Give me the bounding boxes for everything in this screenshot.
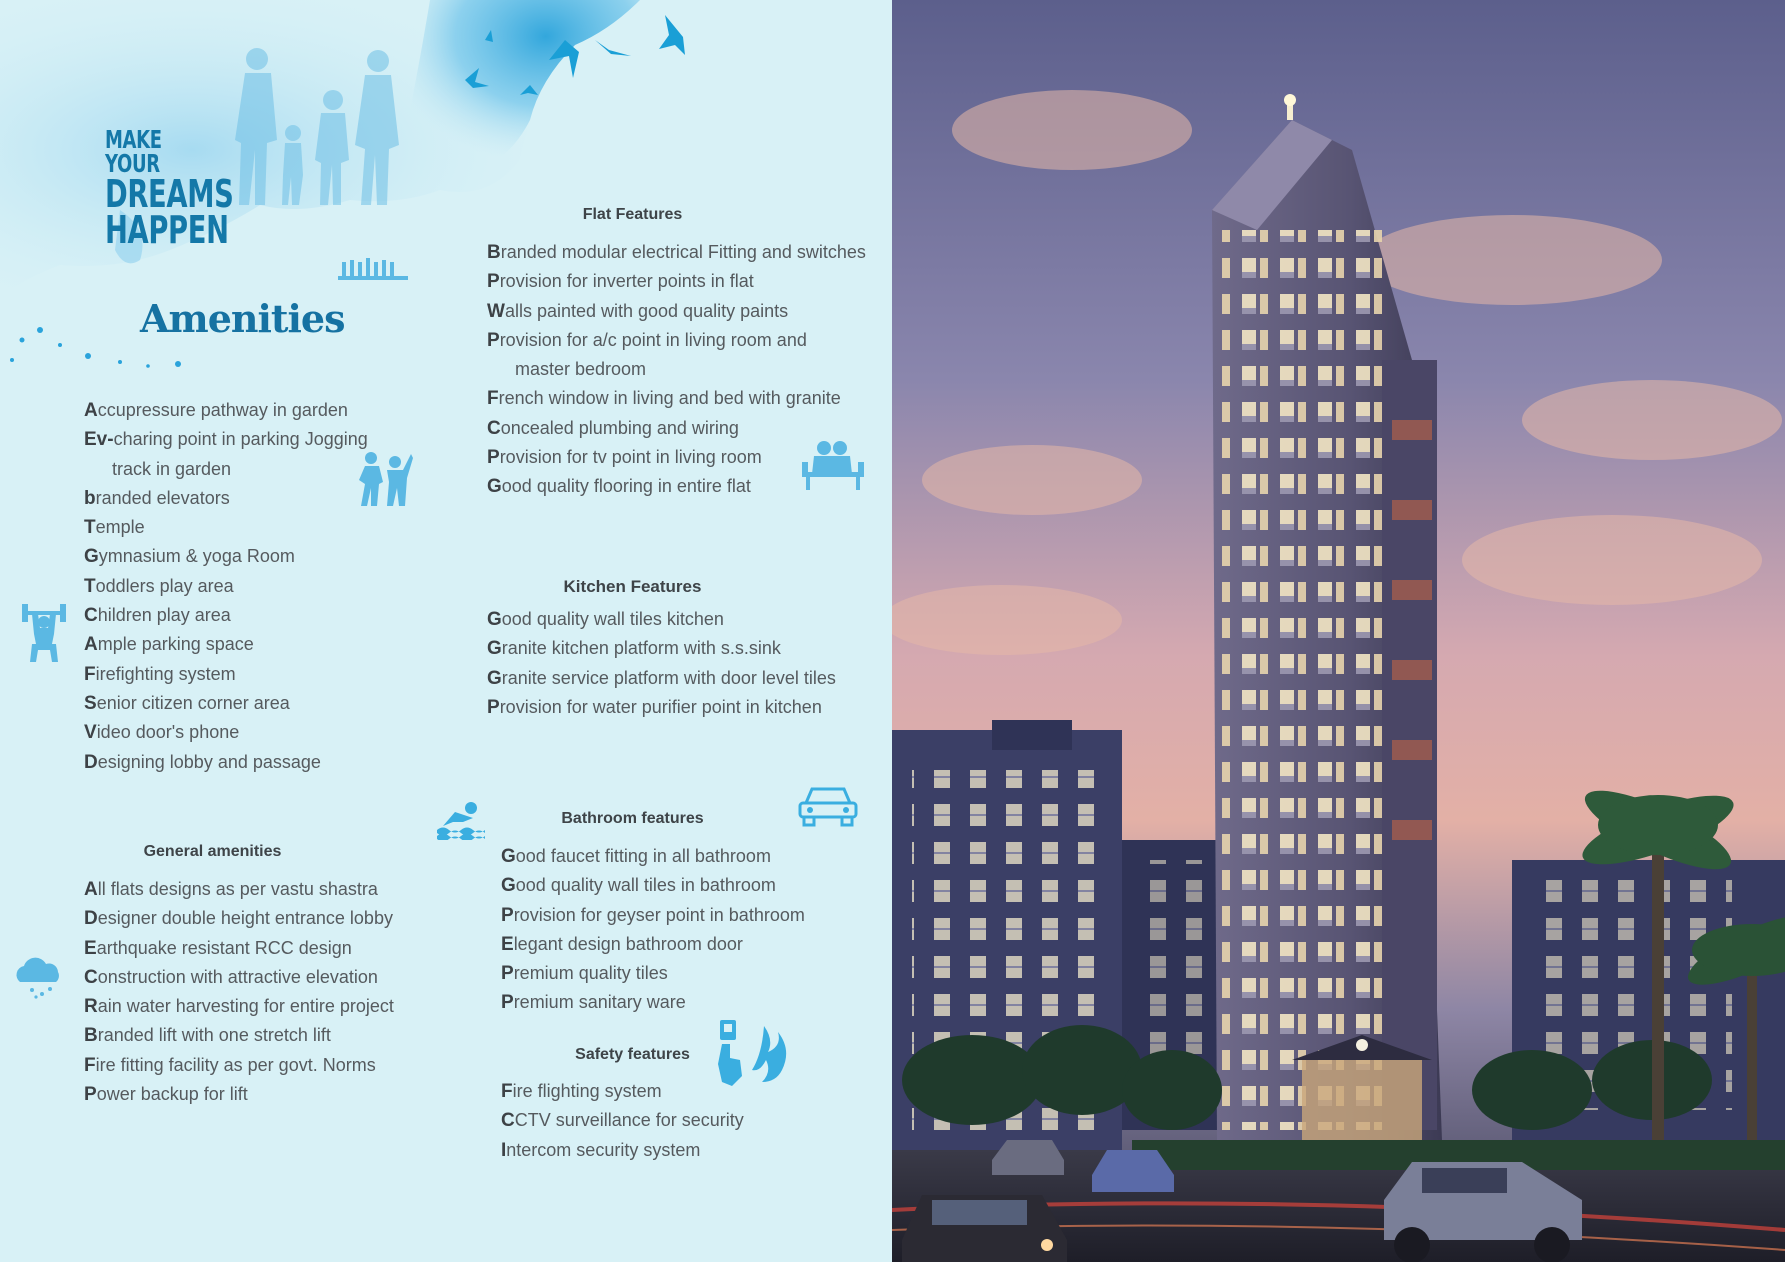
bathroom-feature-item [501, 871, 805, 900]
flat-feature-item-text: rench window in living and bed with granite [498, 388, 841, 409]
general-amenities-title: General amenities [143, 843, 282, 860]
flat-feature-item-initial: F [487, 388, 499, 410]
amenity-item-text: enior citizen corner area [96, 692, 290, 713]
kids-playing-icon [357, 448, 413, 508]
general-amenity-item [84, 992, 394, 1021]
bathroom-feature-item [501, 988, 805, 1017]
kitchen-feature-item-initial: G [487, 609, 502, 630]
flat-feature-item-initial: C [487, 417, 501, 439]
safety-feature-item [501, 1136, 744, 1165]
amenity-item-initial: C [84, 605, 98, 627]
safety-feature-item-initial: F [501, 1081, 513, 1102]
bathroom-feature-item-text: remium sanitary ware [513, 992, 686, 1013]
safety-feature-item-initial: C [501, 1110, 515, 1132]
general-amenity-item-initial: E [84, 937, 97, 959]
bathroom-features-title: Bathroom features [561, 810, 704, 827]
general-amenity-item-text: arthquake resistant RCC design [96, 937, 352, 958]
crowd-silhouette-icon [338, 252, 408, 284]
rain-cloud-icon [12, 954, 64, 1000]
flat-feature-item-initial: W [487, 300, 505, 322]
flat-feature-item [487, 297, 866, 326]
bathroom-feature-item [501, 901, 805, 930]
amenity-item-initial: V [84, 722, 97, 744]
swimmer-icon [437, 800, 487, 840]
amenity-item [84, 601, 368, 630]
general-amenity-item-initial: D [84, 908, 98, 930]
flat-feature-item [487, 267, 866, 296]
amenity-item-text: ymnasium & yoga Room [98, 546, 295, 567]
kitchen-feature-item-initial: P [487, 696, 500, 718]
amenity-item-initial: Ev- [84, 429, 114, 451]
flat-feature-item-initial: B [487, 242, 501, 263]
amenity-item-initial: A [84, 634, 98, 656]
kitchen-feature-item [487, 693, 836, 722]
amenity-item-text: mple parking space [97, 634, 254, 655]
general-amenity-item-text: ain water harvesting for entire project [97, 996, 394, 1017]
flat-feature-item-text: oncealed plumbing and wiring [500, 417, 739, 438]
amenity-item-initial: b [84, 487, 96, 509]
flat-feature-item-text: rovision for tv point in living room [499, 447, 762, 468]
general-amenity-item-initial: B [84, 1025, 98, 1047]
amenity-item-initial: T [84, 575, 96, 597]
bathroom-feature-item-initial: G [501, 875, 516, 897]
amenity-item [84, 718, 368, 747]
family-silhouette-icon [215, 45, 415, 210]
general-amenity-item [84, 934, 394, 963]
amenity-item-text: emple [95, 517, 145, 538]
kitchen-feature-item [487, 634, 836, 663]
bathroom-feature-item [501, 930, 805, 959]
amenity-item-text: esigning lobby and passage [97, 751, 321, 772]
general-amenity-item-text: ire fitting facility as per govt. Norms [95, 1054, 376, 1075]
general-amenity-item [84, 1051, 394, 1080]
safety-features-title: Safety features [575, 1046, 690, 1063]
kitchen-feature-item-text: ranite kitchen platform with s.s.sink [501, 638, 781, 659]
bathroom-feature-item-initial: G [501, 846, 516, 867]
amenity-item-initial: D [84, 751, 98, 773]
flat-feature-item-initial: G [487, 476, 502, 498]
tagline-line-3: HAPPEN [105, 207, 229, 252]
amenity-item [84, 660, 368, 689]
flat-feature-item [487, 355, 866, 384]
bathroom-feature-item [501, 842, 805, 871]
fire-alarm-icon [712, 1018, 788, 1088]
bathroom-features-list [501, 842, 805, 1018]
flat-feature-item-text: randed modular electrical Fitting and switches [500, 242, 866, 262]
tagline-line-1: MAKE YOUR [105, 125, 162, 178]
general-amenity-item-text: onstruction with attractive elevation [97, 966, 378, 987]
amenity-item-text: oddlers play area [95, 575, 234, 596]
flat-feature-item-text: master bedroom [515, 359, 647, 380]
flat-features-title: Flat Features [582, 206, 683, 223]
flat-feature-item-text: ood quality flooring in entire flat [501, 476, 751, 497]
amenity-item [84, 542, 368, 571]
amenity-item [84, 455, 368, 484]
safety-feature-item-initial: I [501, 1139, 507, 1161]
general-amenity-item-initial: A [84, 879, 98, 900]
safety-feature-item-text: ntercom security system [506, 1139, 701, 1160]
general-amenity-item-initial: P [84, 1084, 97, 1106]
amenity-item [84, 425, 368, 454]
flat-feature-item [487, 384, 866, 413]
bathroom-feature-item-initial: P [501, 904, 514, 926]
kitchen-feature-item-text: ranite service platform with door level tiles [501, 667, 836, 688]
bathroom-feature-item-text: ood faucet fitting in all bathroom [515, 846, 771, 866]
general-amenity-item [84, 875, 394, 904]
kitchen-feature-item-initial: G [487, 638, 502, 660]
amenity-item [84, 484, 368, 513]
flat-feature-item-text: rovision for a/c point in living room and [499, 329, 807, 350]
general-amenity-item [84, 1080, 394, 1109]
kitchen-feature-item-text: rovision for water purifier point in kitchen [499, 696, 822, 717]
bathroom-feature-item [501, 959, 805, 988]
safety-feature-item-text: ire flighting system [512, 1081, 662, 1101]
safety-feature-item [501, 1106, 744, 1135]
general-amenity-item-text: esigner double height entrance lobby [97, 908, 393, 929]
general-amenity-item-text: randed lift with one stretch lift [97, 1025, 331, 1046]
flat-feature-item [487, 326, 866, 355]
amenity-item-text: ideo door's phone [96, 722, 240, 743]
flat-feature-item [487, 238, 866, 267]
bathroom-feature-item-text: legant design bathroom door [513, 933, 743, 954]
kitchen-features-list [487, 605, 836, 722]
amenity-item-initial: A [84, 400, 98, 421]
amenity-item-text: track in garden [112, 458, 232, 479]
bird-icon [445, 10, 765, 130]
amenity-item [84, 513, 368, 542]
general-amenity-item-initial: R [84, 996, 98, 1018]
amenity-item-text: hildren play area [97, 605, 231, 626]
tagline [105, 125, 234, 252]
flat-feature-item-initial: P [487, 271, 500, 293]
bathroom-feature-item-initial: E [501, 933, 514, 955]
kitchen-feature-item-text: ood quality wall tiles kitchen [501, 609, 724, 629]
flat-feature-item-initial: P [487, 447, 500, 469]
general-amenity-item [84, 904, 394, 933]
general-amenities-list [84, 875, 394, 1109]
general-amenity-item [84, 963, 394, 992]
amenity-item-text: randed elevators [95, 487, 230, 508]
kitchen-features-title: Kitchen Features [563, 577, 702, 596]
building-render [892, 0, 1785, 1262]
amenity-item [84, 630, 368, 659]
flat-feature-item-text: alls painted with good quality paints [504, 300, 789, 321]
amenity-item-initial: F [84, 663, 96, 685]
kitchen-feature-item-initial: G [487, 667, 502, 689]
amenity-item-text: irefighting system [95, 663, 236, 684]
safety-features-list [501, 1077, 744, 1165]
amenities-list [84, 396, 368, 777]
general-amenity-item-text: ll flats designs as per vastu shastra [97, 879, 378, 899]
flat-feature-item-text: rovision for inverter points in flat [499, 271, 754, 292]
amenity-item [84, 396, 368, 425]
amenity-item-text: ccupressure pathway in garden [97, 400, 348, 420]
kitchen-feature-item [487, 605, 836, 634]
general-amenity-item-initial: C [84, 966, 98, 988]
flat-feature-item-initial: P [487, 329, 500, 351]
tagline-line-2: DREAMS [105, 171, 234, 216]
amenity-item [84, 572, 368, 601]
building-illustration [892, 0, 1785, 1262]
amenity-item-initial: G [84, 546, 99, 568]
general-amenity-item-initial: F [84, 1054, 96, 1076]
amenity-item [84, 748, 368, 777]
bathroom-feature-item-text: ood quality wall tiles in bathroom [515, 875, 776, 896]
amenity-item [84, 689, 368, 718]
safety-feature-item [501, 1077, 744, 1106]
kitchen-feature-item [487, 664, 836, 693]
amenities-panel [0, 0, 892, 1262]
amenity-item-initial: S [84, 692, 97, 714]
safety-feature-item-text: CTV surveillance for security [514, 1110, 744, 1131]
bathroom-feature-item-initial: P [501, 963, 514, 985]
bathroom-feature-item-initial: P [501, 992, 514, 1014]
car-icon [796, 783, 860, 829]
bench-couple-icon [802, 434, 864, 490]
amenity-item-initial: T [84, 517, 96, 539]
general-amenity-item-text: ower backup for lift [96, 1084, 248, 1105]
bathroom-feature-item-text: remium quality tiles [513, 963, 668, 984]
weightlifter-icon [22, 600, 66, 662]
general-amenity-item [84, 1021, 394, 1050]
amenity-item-text: charing point in parking Jogging [113, 429, 368, 450]
bathroom-feature-item-text: rovision for geyser point in bathroom [513, 904, 805, 925]
amenities-title: Amenities [140, 296, 345, 341]
